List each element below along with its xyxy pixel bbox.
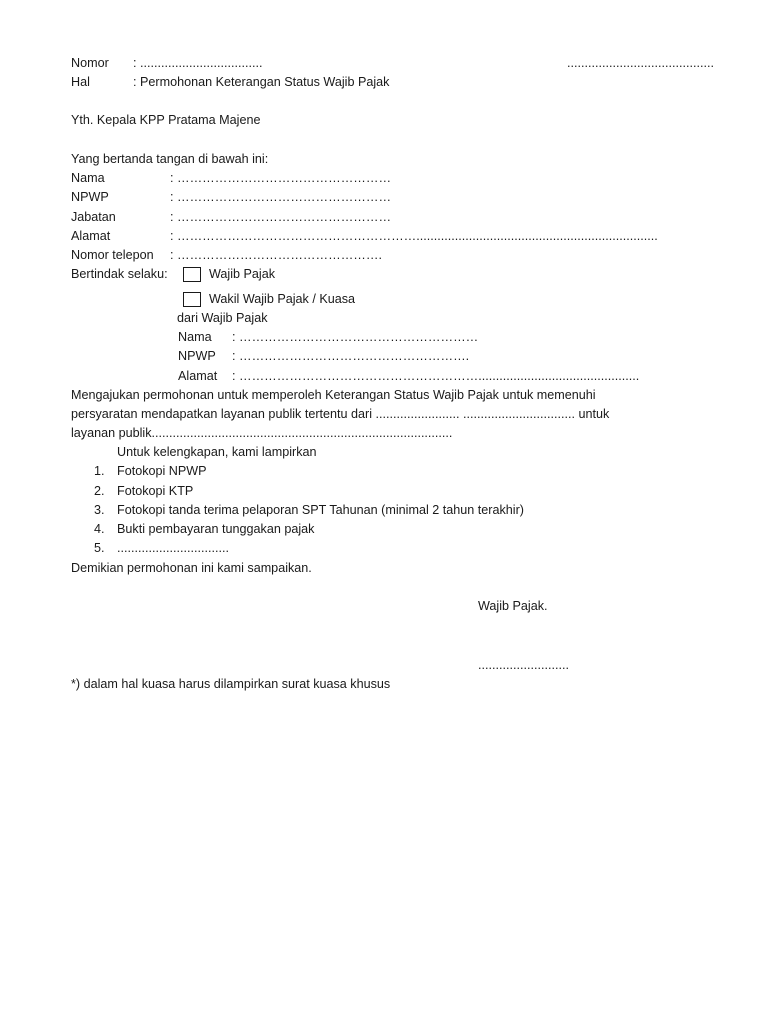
field-label-telepon: Nomor telepon [71, 248, 154, 262]
field-value-telepon[interactable]: : …………………………………………. [170, 248, 382, 262]
attachment-number: 3. [94, 503, 105, 517]
checkbox-wajib-pajak[interactable] [183, 267, 201, 282]
nomor-value[interactable]: : ................................... [133, 56, 263, 70]
footnote: *) dalam hal kuasa harus dilampirkan surat kuasa khusus [71, 677, 391, 691]
attachment-number: 4. [94, 522, 105, 536]
attachment-number: 2. [94, 484, 105, 498]
nomor-label: Nomor [71, 56, 109, 70]
subfield-value-npwp[interactable]: : ………………………………………………. [232, 349, 470, 363]
attachment-item: Bukti pembayaran tunggakan pajak [117, 522, 315, 536]
signature-title: Wajib Pajak. [478, 599, 548, 613]
signature-name-field[interactable]: .......................... [478, 658, 569, 672]
place-date-field[interactable]: .......................................... [567, 56, 714, 70]
field-label-alamat: Alamat [71, 229, 111, 243]
intro-text: Yang bertanda tangan di bawah ini: [71, 152, 269, 166]
subfield-label-npwp: NPWP [178, 349, 216, 363]
subfield-value-alamat[interactable]: : ………………………………………………….............................................. [232, 369, 640, 383]
request-line-1: Mengajukan permohonan untuk memperoleh Keterangan Status Wajib Pajak untuk memenuhi [71, 388, 596, 402]
request-line-3[interactable]: layanan publik...................................................................................... [71, 426, 453, 440]
option-wakil-kuasa-cont: dari Wajib Pajak [177, 311, 268, 325]
attachment-item-blank[interactable]: ................................ [117, 541, 229, 555]
attachment-item: Fotokopi KTP [117, 484, 194, 498]
field-label-npwp: NPWP [71, 190, 109, 204]
attachment-number: 1. [94, 464, 105, 478]
field-label-nama: Nama [71, 171, 105, 185]
hal-label: Hal [71, 75, 90, 89]
closing-text: Demikian permohonan ini kami sampaikan. [71, 561, 312, 575]
attachment-item: Fotokopi tanda terima pelaporan SPT Tahunan (minimal 2 tahun terakhir) [117, 503, 524, 517]
attachments-intro: Untuk kelengkapan, kami lampirkan [117, 445, 317, 459]
checkbox-wakil-kuasa[interactable] [183, 292, 201, 307]
subfield-label-nama: Nama [178, 330, 212, 344]
subfield-label-alamat: Alamat [178, 369, 218, 383]
field-value-nama[interactable]: : …………………………………………… [170, 171, 392, 185]
attachment-item: Fotokopi NPWP [117, 464, 207, 478]
field-value-jabatan[interactable]: : …………………………………………… [170, 210, 392, 224]
field-value-alamat[interactable]: : …………………………………………………..................................................................... [170, 229, 658, 243]
subfield-value-nama[interactable]: : ………………………………………………… [232, 330, 479, 344]
option-wakil-kuasa: Wakil Wajib Pajak / Kuasa [209, 292, 356, 306]
hal-value: : Permohonan Keterangan Status Wajib Pajak [133, 75, 390, 89]
attachment-number: 5. [94, 541, 105, 555]
request-line-2[interactable]: persyaratan mendapatkan layanan publik tertentu dari ........................ ................................ untuk [71, 407, 610, 421]
option-wajib-pajak: Wajib Pajak [209, 267, 276, 281]
field-label-jabatan: Jabatan [71, 210, 116, 224]
recipient: Yth. Kepala KPP Pratama Majene [71, 113, 261, 127]
field-value-npwp[interactable]: : …………………………………………… [170, 190, 392, 204]
acting-label: Bertindak selaku: [71, 267, 168, 281]
